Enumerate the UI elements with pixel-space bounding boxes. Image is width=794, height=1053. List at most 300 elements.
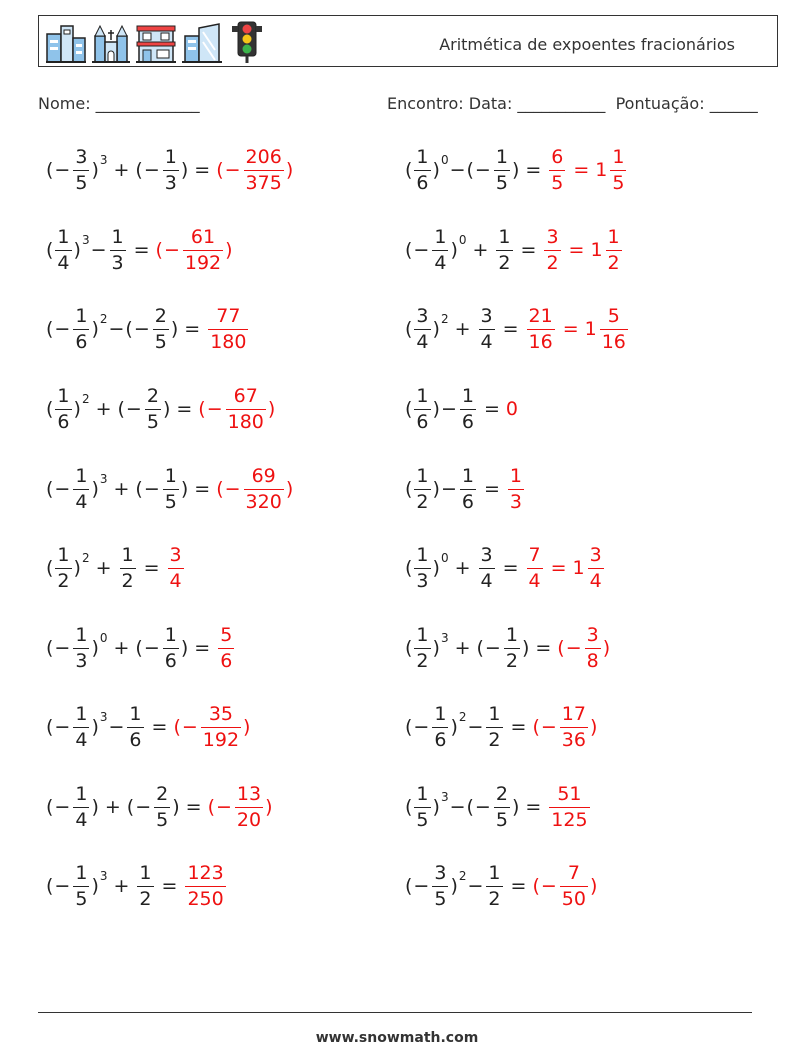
operator: − bbox=[413, 716, 430, 738]
exponent: 2 bbox=[99, 312, 108, 326]
parenthesis: ) bbox=[432, 159, 440, 181]
fraction bbox=[432, 225, 448, 274]
parenthesis: ) bbox=[162, 398, 171, 420]
denominator: 3 bbox=[509, 490, 522, 513]
answer bbox=[525, 304, 630, 353]
numerator: 6 bbox=[551, 145, 564, 168]
operator: + bbox=[113, 875, 130, 897]
problem-4 bbox=[46, 379, 275, 439]
operator: − bbox=[413, 875, 430, 897]
answer bbox=[198, 384, 276, 433]
numerator: 1 bbox=[434, 225, 447, 248]
fraction bbox=[137, 861, 153, 910]
fraction bbox=[549, 145, 565, 194]
answer bbox=[207, 782, 273, 831]
operator: = bbox=[176, 398, 193, 420]
problem-6 bbox=[46, 538, 186, 598]
operator: − bbox=[143, 159, 160, 181]
shop-icon bbox=[135, 20, 177, 64]
denominator: 20 bbox=[236, 808, 262, 831]
denominator: 2 bbox=[57, 569, 70, 592]
fraction bbox=[201, 702, 241, 751]
fraction bbox=[208, 304, 248, 353]
denominator: 6 bbox=[220, 649, 233, 672]
fraction bbox=[588, 543, 604, 592]
operator: + bbox=[454, 318, 471, 340]
operator: − bbox=[54, 159, 71, 181]
parenthesis: ( bbox=[405, 796, 413, 818]
operator: − bbox=[206, 398, 223, 420]
denominator: 3 bbox=[416, 569, 429, 592]
fraction bbox=[168, 543, 184, 592]
numerator: 3 bbox=[416, 304, 429, 327]
numerator: 1 bbox=[139, 861, 152, 884]
name-field: Nome: _____________ bbox=[38, 94, 200, 113]
fraction bbox=[244, 464, 284, 513]
fraction bbox=[163, 145, 179, 194]
operator: − bbox=[143, 478, 160, 500]
denominator: 16 bbox=[528, 330, 553, 353]
parenthesis: ) bbox=[285, 159, 294, 181]
fraction bbox=[120, 543, 136, 592]
worksheet-title: Aritmética de expoentes fracionários bbox=[439, 35, 735, 54]
operator: − bbox=[54, 716, 71, 738]
denominator: 4 bbox=[416, 330, 429, 353]
numerator: 17 bbox=[561, 702, 586, 725]
numerator: 61 bbox=[190, 225, 216, 248]
denominator: 6 bbox=[129, 728, 142, 751]
answer bbox=[183, 861, 227, 910]
parenthesis: ( bbox=[466, 796, 474, 818]
numerator: 1 bbox=[416, 623, 429, 646]
parenthesis: ) bbox=[285, 478, 294, 500]
numerator: 1 bbox=[488, 702, 501, 725]
numerator: 1 bbox=[57, 543, 70, 566]
fraction bbox=[494, 145, 510, 194]
numerator: 67 bbox=[233, 384, 258, 407]
denominator: 5 bbox=[75, 171, 88, 194]
fraction bbox=[73, 304, 89, 353]
numerator: 13 bbox=[236, 782, 262, 805]
numerator: 1 bbox=[416, 543, 429, 566]
denominator: 320 bbox=[245, 490, 282, 513]
parenthesis: ( bbox=[405, 557, 413, 579]
parenthesis: ( bbox=[135, 159, 143, 181]
parenthesis: ) bbox=[73, 239, 81, 261]
numerator: 1 bbox=[434, 702, 447, 725]
numerator: 1 bbox=[416, 145, 429, 168]
exponent: 0 bbox=[440, 551, 449, 565]
operator: + bbox=[104, 796, 121, 818]
problem-14 bbox=[405, 379, 518, 439]
exponent: 3 bbox=[99, 869, 108, 883]
fraction bbox=[414, 384, 430, 433]
operator: − bbox=[224, 159, 241, 181]
answer bbox=[216, 145, 294, 194]
parenthesis: ) bbox=[73, 398, 81, 420]
operator: − bbox=[540, 875, 557, 897]
parenthesis: ( bbox=[46, 478, 54, 500]
problem-11 bbox=[405, 140, 628, 200]
exponent: 2 bbox=[81, 392, 90, 406]
parenthesis: ) bbox=[91, 318, 99, 340]
operator: + bbox=[454, 637, 471, 659]
numerator: 2 bbox=[495, 782, 508, 805]
math-text: 0 bbox=[505, 398, 518, 420]
problem-5 bbox=[46, 459, 293, 519]
fraction bbox=[414, 782, 430, 831]
parenthesis: ( bbox=[46, 875, 54, 897]
fraction bbox=[73, 861, 89, 910]
church-icon bbox=[91, 20, 131, 64]
numerator: 77 bbox=[216, 304, 241, 327]
numerator: 1 bbox=[164, 145, 177, 168]
parenthesis: ( bbox=[405, 318, 413, 340]
denominator: 2 bbox=[607, 251, 620, 274]
numerator: 7 bbox=[528, 543, 541, 566]
problem-16 bbox=[405, 538, 606, 598]
fraction bbox=[183, 225, 223, 274]
numerator: 1 bbox=[498, 225, 511, 248]
operator: − bbox=[90, 239, 107, 261]
denominator: 2 bbox=[416, 649, 429, 672]
parenthesis: ) bbox=[91, 716, 99, 738]
mixed-whole: 1 bbox=[595, 159, 608, 181]
exponent: 3 bbox=[440, 790, 449, 804]
numerator: 2 bbox=[146, 384, 159, 407]
traffic-light-icon bbox=[227, 20, 267, 64]
denominator: 5 bbox=[75, 887, 88, 910]
fraction bbox=[185, 861, 225, 910]
answer bbox=[532, 702, 598, 751]
operator: − bbox=[215, 796, 232, 818]
denominator: 2 bbox=[488, 887, 501, 910]
numerator: 1 bbox=[57, 384, 70, 407]
parenthesis: ( bbox=[216, 478, 224, 500]
numerator: 1 bbox=[488, 861, 501, 884]
parenthesis: ) bbox=[180, 478, 189, 500]
numerator: 1 bbox=[416, 464, 429, 487]
operator: − bbox=[540, 716, 557, 738]
numerator: 1 bbox=[75, 782, 88, 805]
exponent: 2 bbox=[440, 312, 449, 326]
fraction bbox=[508, 464, 524, 513]
operator: − bbox=[484, 637, 501, 659]
office-tower-icon bbox=[181, 20, 223, 64]
numerator: 1 bbox=[75, 464, 88, 487]
answer bbox=[506, 398, 518, 420]
fraction bbox=[73, 782, 89, 831]
denominator: 2 bbox=[488, 728, 501, 751]
operator: − bbox=[467, 716, 484, 738]
operator: − bbox=[54, 875, 71, 897]
fraction bbox=[73, 464, 89, 513]
numerator: 1 bbox=[75, 861, 88, 884]
denominator: 4 bbox=[480, 330, 493, 353]
denominator: 192 bbox=[184, 251, 222, 274]
operator: = bbox=[525, 796, 542, 818]
denominator: 16 bbox=[601, 330, 626, 353]
denominator: 3 bbox=[111, 251, 124, 274]
mixed-whole: 1 bbox=[584, 318, 597, 340]
denominator: 2 bbox=[121, 569, 134, 592]
operator: − bbox=[440, 398, 457, 420]
operator: − bbox=[108, 318, 125, 340]
operator: − bbox=[125, 398, 142, 420]
fraction bbox=[414, 543, 430, 592]
operator: − bbox=[467, 875, 484, 897]
fraction bbox=[73, 702, 89, 751]
fraction bbox=[110, 225, 126, 274]
operator: − bbox=[565, 637, 582, 659]
fraction bbox=[55, 225, 71, 274]
exponent: 0 bbox=[440, 153, 449, 167]
operator: = bbox=[535, 637, 552, 659]
numerator: 3 bbox=[586, 623, 599, 646]
parenthesis: ) bbox=[91, 159, 99, 181]
denominator: 180 bbox=[210, 330, 247, 353]
operator: − bbox=[54, 637, 71, 659]
numerator: 5 bbox=[220, 623, 233, 646]
denominator: 2 bbox=[139, 887, 152, 910]
problem-13 bbox=[405, 299, 630, 359]
denominator: 5 bbox=[154, 330, 167, 353]
fraction bbox=[145, 384, 161, 433]
operator: − bbox=[54, 796, 71, 818]
parenthesis: ) bbox=[265, 796, 273, 818]
parenthesis: ) bbox=[511, 159, 520, 181]
operator: = bbox=[194, 637, 211, 659]
numerator: 7 bbox=[567, 861, 580, 884]
numerator: 1 bbox=[509, 464, 522, 487]
numerator: 1 bbox=[111, 225, 124, 248]
parenthesis: ( bbox=[46, 557, 54, 579]
operator: = bbox=[562, 318, 579, 340]
numerator: 1 bbox=[612, 145, 625, 168]
denominator: 4 bbox=[75, 490, 88, 513]
parenthesis: ) bbox=[172, 796, 180, 818]
operator: − bbox=[133, 318, 150, 340]
fraction bbox=[154, 782, 170, 831]
numerator: 1 bbox=[461, 384, 474, 407]
denominator: 8 bbox=[586, 649, 599, 672]
fraction bbox=[414, 145, 430, 194]
parenthesis: ) bbox=[450, 875, 458, 897]
operator: = bbox=[502, 318, 519, 340]
denominator: 5 bbox=[495, 171, 508, 194]
parenthesis: ( bbox=[46, 716, 54, 738]
parenthesis: ) bbox=[589, 716, 598, 738]
problem-19 bbox=[405, 777, 592, 837]
denominator: 6 bbox=[57, 410, 70, 433]
fraction bbox=[55, 384, 71, 433]
numerator: 3 bbox=[480, 543, 493, 566]
operator: = bbox=[510, 875, 527, 897]
problem-8 bbox=[46, 697, 250, 757]
parenthesis: ) bbox=[243, 716, 251, 738]
parenthesis: ) bbox=[91, 796, 99, 818]
operator: + bbox=[113, 637, 130, 659]
answer bbox=[216, 623, 236, 672]
operator: + bbox=[95, 398, 112, 420]
footer-url: www.snowmath.com bbox=[315, 1030, 479, 1046]
operator: + bbox=[113, 159, 130, 181]
parenthesis: ) bbox=[521, 637, 530, 659]
denominator: 5 bbox=[416, 808, 429, 831]
fraction bbox=[218, 623, 234, 672]
parenthesis: ( bbox=[466, 159, 474, 181]
fraction bbox=[560, 861, 588, 910]
denominator: 2 bbox=[498, 251, 511, 274]
problem-20 bbox=[405, 856, 597, 916]
denominator: 6 bbox=[164, 649, 177, 672]
parenthesis: ( bbox=[126, 796, 135, 818]
numerator: 3 bbox=[546, 225, 559, 248]
answer bbox=[206, 304, 250, 353]
denominator: 375 bbox=[245, 171, 282, 194]
parenthesis: ( bbox=[135, 478, 143, 500]
parenthesis: ( bbox=[405, 398, 413, 420]
denominator: 5 bbox=[612, 171, 625, 194]
parenthesis: ( bbox=[405, 875, 413, 897]
numerator: 1 bbox=[75, 623, 88, 646]
fraction bbox=[606, 225, 622, 274]
numerator: 35 bbox=[208, 702, 233, 725]
numerator: 1 bbox=[164, 623, 177, 646]
fraction bbox=[527, 543, 543, 592]
operator: = bbox=[520, 239, 537, 261]
numerator: 2 bbox=[156, 782, 169, 805]
operator: − bbox=[474, 159, 491, 181]
mixed-whole: 1 bbox=[572, 557, 585, 579]
parenthesis: ( bbox=[405, 716, 413, 738]
operator: = bbox=[194, 478, 211, 500]
fraction bbox=[432, 702, 448, 751]
parenthesis: ) bbox=[180, 159, 189, 181]
fraction bbox=[527, 304, 555, 353]
parenthesis: ( bbox=[532, 875, 540, 897]
fraction bbox=[163, 623, 179, 672]
parenthesis: ( bbox=[46, 159, 54, 181]
parenthesis: ) bbox=[432, 796, 440, 818]
parenthesis: ) bbox=[91, 478, 99, 500]
fraction bbox=[226, 384, 266, 433]
operator: = bbox=[133, 239, 150, 261]
parenthesis: ) bbox=[432, 478, 440, 500]
denominator: 6 bbox=[416, 171, 429, 194]
fraction bbox=[244, 145, 284, 194]
exponent: 0 bbox=[99, 631, 108, 645]
parenthesis: ( bbox=[46, 637, 54, 659]
operator: − bbox=[181, 716, 198, 738]
fraction bbox=[73, 145, 89, 194]
numerator: 1 bbox=[75, 304, 88, 327]
fraction bbox=[414, 464, 430, 513]
exponent: 2 bbox=[458, 869, 467, 883]
parenthesis: ( bbox=[117, 398, 125, 420]
denominator: 4 bbox=[434, 251, 447, 274]
problem-9 bbox=[46, 777, 273, 837]
problem-18 bbox=[405, 697, 597, 757]
numerator: 1 bbox=[461, 464, 474, 487]
denominator: 4 bbox=[169, 569, 182, 592]
operator: − bbox=[54, 478, 71, 500]
denominator: 5 bbox=[164, 490, 177, 513]
parenthesis: ( bbox=[405, 478, 413, 500]
operator: = bbox=[550, 557, 567, 579]
numerator: 1 bbox=[57, 225, 70, 248]
numerator: 51 bbox=[557, 782, 582, 805]
fraction bbox=[610, 145, 626, 194]
numerator: 1 bbox=[505, 623, 518, 646]
denominator: 250 bbox=[187, 887, 224, 910]
operator: − bbox=[135, 796, 152, 818]
fraction bbox=[549, 782, 589, 831]
parenthesis: ( bbox=[405, 239, 413, 261]
numerator: 1 bbox=[416, 782, 429, 805]
numerator: 1 bbox=[129, 702, 142, 725]
parenthesis: ( bbox=[135, 637, 143, 659]
denominator: 5 bbox=[156, 808, 169, 831]
fraction bbox=[496, 225, 512, 274]
operator: = bbox=[510, 716, 527, 738]
answer bbox=[525, 543, 606, 592]
exponent: 2 bbox=[458, 710, 467, 724]
header-icons bbox=[45, 20, 267, 64]
operator: − bbox=[449, 159, 466, 181]
parenthesis: ) bbox=[602, 637, 611, 659]
denominator: 3 bbox=[164, 171, 177, 194]
exponent: 3 bbox=[99, 710, 108, 724]
denominator: 2 bbox=[416, 490, 429, 513]
operator: − bbox=[474, 796, 491, 818]
problem-7 bbox=[46, 618, 236, 678]
parenthesis: ( bbox=[476, 637, 484, 659]
mixed-whole: 1 bbox=[590, 239, 603, 261]
operator: − bbox=[163, 239, 180, 261]
parenthesis: ( bbox=[405, 637, 413, 659]
numerator: 3 bbox=[480, 304, 493, 327]
problem-12 bbox=[405, 220, 624, 280]
numerator: 5 bbox=[607, 304, 620, 327]
fraction bbox=[235, 782, 263, 831]
answer bbox=[542, 225, 623, 274]
parenthesis: ( bbox=[216, 159, 224, 181]
problem-17 bbox=[405, 618, 610, 678]
fraction bbox=[163, 464, 179, 513]
operator: + bbox=[454, 557, 471, 579]
numerator: 3 bbox=[75, 145, 88, 168]
answer bbox=[557, 623, 611, 672]
exponent: 2 bbox=[81, 551, 90, 565]
operator: − bbox=[54, 318, 71, 340]
answer bbox=[532, 861, 598, 910]
parenthesis: ( bbox=[207, 796, 215, 818]
denominator: 6 bbox=[75, 330, 88, 353]
problem-1 bbox=[46, 140, 293, 200]
parenthesis: ( bbox=[46, 239, 54, 261]
operator: = bbox=[143, 557, 160, 579]
denominator: 4 bbox=[75, 808, 88, 831]
numerator: 3 bbox=[169, 543, 182, 566]
denominator: 125 bbox=[551, 808, 588, 831]
parenthesis: ) bbox=[91, 875, 99, 897]
parenthesis: ( bbox=[46, 318, 54, 340]
operator: = bbox=[184, 318, 201, 340]
answer bbox=[506, 464, 526, 513]
problem-2 bbox=[46, 220, 233, 280]
parenthesis: ) bbox=[589, 875, 598, 897]
